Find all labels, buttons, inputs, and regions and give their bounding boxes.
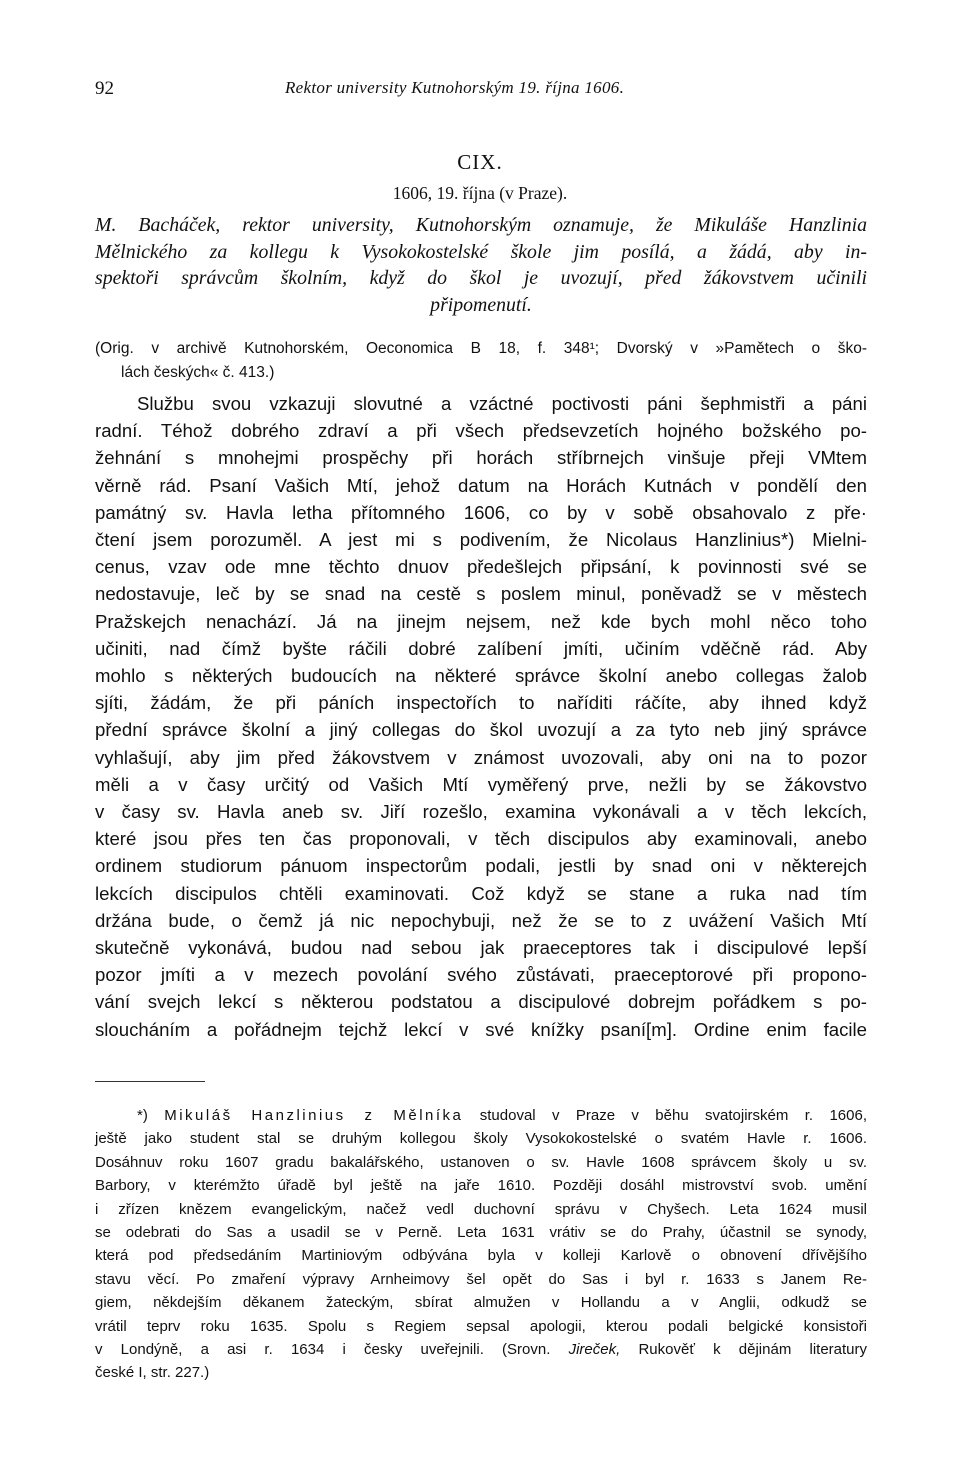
body-line: čtení jsem porozuměl. A jest mi s podivením, že Nicolaus Hanzlinius*) Mielni- [95,529,867,551]
body-line: v časy sv. Havla aneb sv. Jiří rozešlo, examina vykonávali a v těch lekcích, [95,801,867,823]
footnote-line: české I, str. 227.) [95,1364,210,1382]
document-abstract [95,212,867,318]
footnote-line: která pod předsedáním Martiniovým odbývána byla v kolleji Karlově o obnovení dřívějšího [95,1247,867,1265]
document-date: 1606, 19. října (v Praze). [392,183,568,203]
footnote-person-name: Mikuláš Hanzlinius z Mělníka [164,1107,464,1124]
footnote-first-line-rest: studoval v Praze v běhu svatojirském r. 1606, [479,1107,867,1124]
body-line: držána bude, o čemž já nic nepochybuji, než že se to z uvážení Vašich Mtí [95,909,867,931]
body-line: památný sv. Havla letha přítomného 1606, co by v sobě obsahovalo z pře· [95,501,867,523]
footnote-line: giem, někdejším děkanem žateckým, sbírat almužen v Hollandu a v Anglii, odkudž se [95,1294,867,1312]
body-line: skutečně vykonává, budou nad sebou jak praeceptores tak i discipulové lepší [95,937,867,959]
footnote-line: stavu věcí. Po zmaření výpravy Arnheimovy šel opět do Sas i byl r. 1633 s Janem Re- [95,1270,867,1288]
body-line: mohlo s některých budoucích na některé správce školní anebo collegas žalob [95,665,867,687]
body-line: měli a v časy určitý od Vašich Mtí vyměřený prve, nežli by se žákovstvo [95,773,867,795]
abstract-line: připomenutí. [430,293,532,316]
letter-body [95,390,867,1043]
footnote-reference-title: Rukověť k dějinám literatury [638,1341,868,1359]
footnote-author: Jireček, [568,1341,621,1359]
body-line: radní. Téhož dobrého zdraví a při všech předsevzetích hojného božského po- [95,420,867,442]
body-line: které jsou přes ten čas proponovali, v těch discipulos aby examinovali, anebo [95,828,867,850]
footnote-line: se odebrati do Sas a usadil se v Perně. Leta 1631 vrátiv se do Prahy, účastnil se synody, [95,1224,867,1242]
body-line: věrně rád. Psaní Vašich Mtí, jehož datum na Horách Kutnách v pondělí den [95,474,867,496]
source-citation [95,337,867,384]
body-line: žehnání s mnohejmi prospěchy při horách stříbrnejch vinšuje přeji VMtem [95,447,867,469]
body-line: vání svejch lekcí s některou podstatou a discipulové dobrejm pořádkem s po- [95,991,867,1013]
footnote-line: Barbory, v kterémžto úřadě byl ještě na jaře 1610. Později dosáhl mistrovství svob. umění [95,1177,867,1195]
abstract-line: M. Bacháček, rektor university, Kutnohorským oznamuje, že Mikuláše Hanzlinia [95,214,867,236]
body-line: přední správce školní a jiný collegas do škol uvozují a za tyto neb jiný správce [95,719,867,741]
body-line: cenus, vzav ode mne těchto dnuov předešlejch připsání, k povinnosti své se [95,556,867,578]
body-line: Pražskejch nenachází. Já na jinejm nejsem, než kde bych mohl něco toho [95,610,867,632]
footnote-marker: *) [137,1107,148,1124]
footnote-line: ještě jako student stal se druhým kollegou školy Vysokokostelské o svatém Havle r. 1606. [95,1130,867,1148]
running-title: Rektor university Kutnohorským 19. října 1606. [285,78,625,97]
body-line: sjíti, žádám, že při páních inspectořích to naříditi ráčíte, aby ihned když [95,692,867,714]
source-line: (Orig. v archivě Kutnohorském, Oeconomica B 18, f. 348¹; Dvorský v »Pamětech o ško- [95,340,867,357]
document-number: CIX. [457,150,503,174]
body-line: sloucháním a pořádnejm tejchž lekcí v své knížky psaní[m]. Ordine enim facile [95,1018,867,1040]
page-header [95,78,867,106]
body-line: ordinem studiorum pánuom inspectorům podali, jestli by snad oni v některejch [95,855,867,877]
footnote-line: i zřízen knězem evangelickým, načež vedl duchovní správu v Chyšech. Leta 1624 musil [95,1200,867,1218]
body-line: pozor jmíti a v mezech povolání svého zůstávati, praeceptorové při propono- [95,964,867,986]
footnote-line: Dosáhnuv roku 1607 gradu bakalářského, ustanoven o sv. Havle 1608 správcem školy u sv. [95,1153,867,1171]
source-line: lách českých« č. 413.) [121,363,275,381]
footnote [95,1104,867,1385]
footnote-divider [95,1081,205,1082]
footnote-line-text: v Londýně, a asi r. 1634 i česky uveřejnili. (Srovn. [95,1341,551,1359]
abstract-line: spektoři správcům školním, když do škol je uvozují, před žákovstvem učinili [95,267,867,289]
body-line: lekcích discipulos chtěli examinovati. Což když se stane a ruka nad tím [95,882,867,904]
footnote-line [95,1104,867,1127]
footnote-line [95,1338,867,1361]
abstract-line: Mělnického za kollegu k Vysokokostelské škole jim posílá, a žádá, aby in- [95,240,867,263]
page-number: 92 [95,78,114,99]
body-line: vyhlašují, aby jim před žákovstvem v známost uvozovali, aby oni na to pozor [95,746,867,768]
body-line: nedostavuje, leč by se snad na cestě s poslem minul, poněvadž se v městech [95,583,867,605]
footnote-line: vrátil teprv roku 1635. Spolu s Regiem sepsal apologii, kterou podali belgické konsistoři [95,1317,867,1335]
body-line: učiniti, nad čímž byšte ráčili dobré zalíbení jmíti, učiním vděčně rád. Aby [95,637,867,659]
body-line: Službu svou vzkazuji slovutné a vzáctné poctivosti páni šephmistři a páni [137,393,867,414]
